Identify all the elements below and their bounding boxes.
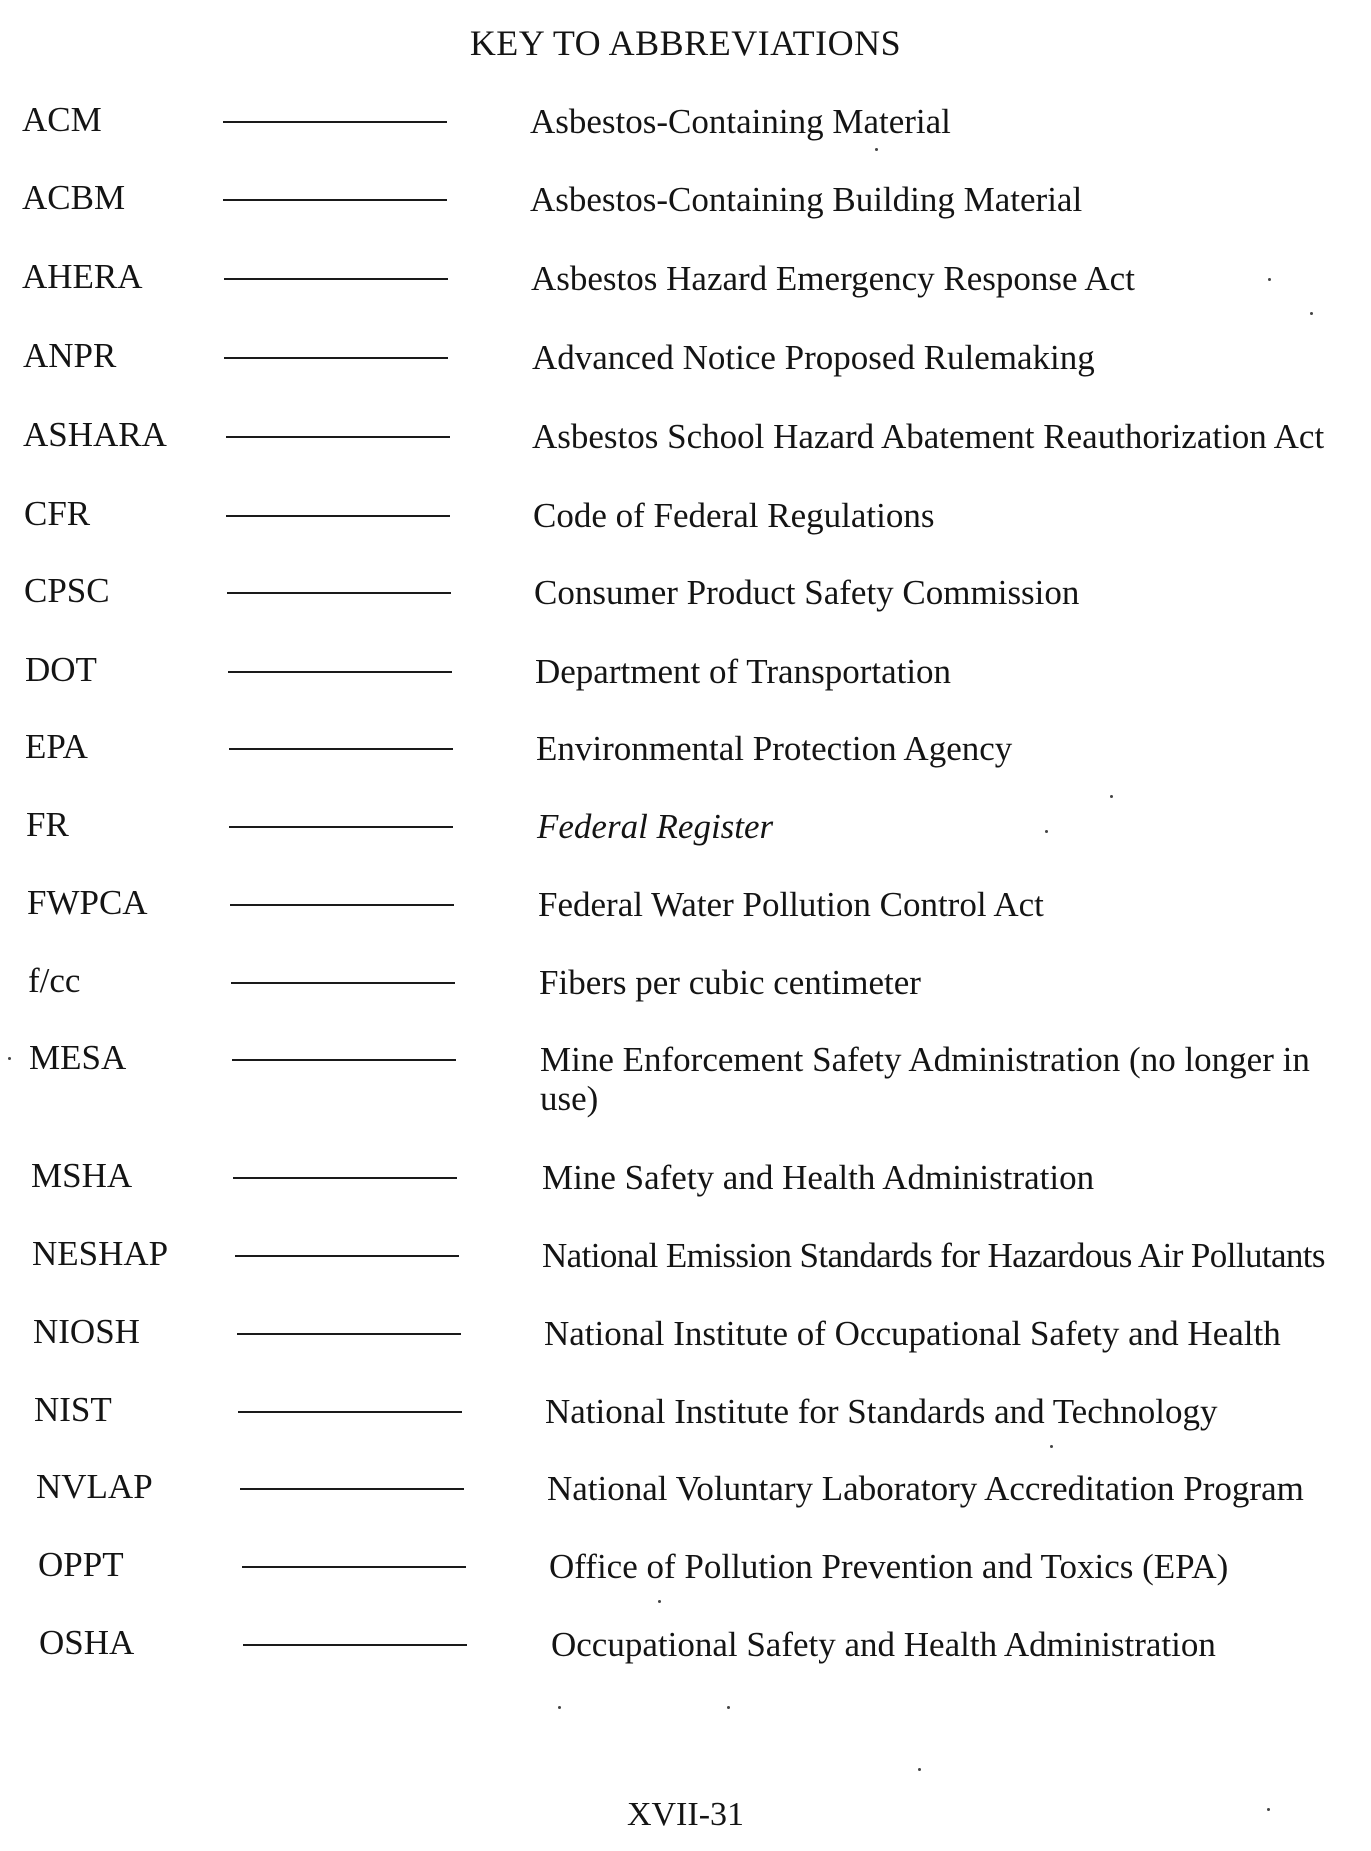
page-title: KEY TO ABBREVIATIONS xyxy=(469,23,902,63)
abbreviation-entry xyxy=(0,257,1371,317)
abbreviation: MESA xyxy=(29,1038,127,1077)
definition: Asbestos-Containing Material xyxy=(530,102,951,141)
definition: Asbestos Hazard Emergency Response Act xyxy=(531,259,1135,298)
abbreviation: NIST xyxy=(34,1390,112,1429)
abbreviation-entry xyxy=(0,1234,1371,1294)
abbreviation-entry xyxy=(0,1623,1371,1683)
scan-speck xyxy=(727,1706,730,1709)
dash-divider xyxy=(243,1644,467,1646)
definition: Mine Safety and Health Administration xyxy=(542,1158,1095,1197)
abbreviation-entry xyxy=(0,1467,1371,1527)
scan-speck xyxy=(8,1057,11,1060)
abbreviation: ACBM xyxy=(22,178,126,217)
abbreviation: DOT xyxy=(25,650,97,689)
abbreviation-entry xyxy=(0,1545,1371,1605)
definition: Asbestos School Hazard Abatement Reauthorization Act xyxy=(532,417,1325,456)
definition: Code of Federal Regulations xyxy=(533,496,935,535)
dash-divider xyxy=(229,748,453,750)
scan-speck xyxy=(1110,795,1113,798)
definition: Mine Enforcement Safety Administration (no longer in use) xyxy=(540,1040,1310,1118)
abbreviation: CPSC xyxy=(24,571,110,610)
dash-divider xyxy=(224,357,448,359)
definition: National Emission Standards for Hazardous Air Pollutants xyxy=(542,1236,1325,1275)
scan-speck xyxy=(1050,1445,1053,1448)
abbreviation: ANPR xyxy=(23,336,117,375)
scan-speck xyxy=(1267,1808,1270,1811)
scan-speck xyxy=(918,1768,921,1771)
definition: Consumer Product Safety Commission xyxy=(534,573,1080,612)
abbreviation-entry xyxy=(0,178,1371,238)
abbreviation: NIOSH xyxy=(33,1312,140,1351)
abbreviation: OSHA xyxy=(39,1623,135,1662)
definition: Environmental Protection Agency xyxy=(536,729,1013,768)
scan-speck xyxy=(1045,830,1048,833)
definition: Department of Transportation xyxy=(535,652,952,691)
dash-divider xyxy=(231,982,455,984)
abbreviation-entry xyxy=(0,494,1371,554)
dash-divider xyxy=(224,278,448,280)
abbreviation: EPA xyxy=(25,727,88,766)
scan-speck xyxy=(558,1706,561,1709)
dash-divider xyxy=(242,1566,466,1568)
definition: Asbestos-Containing Building Material xyxy=(530,180,1083,219)
dash-divider xyxy=(227,592,451,594)
definition: Office of Pollution Prevention and Toxics (EPA) xyxy=(549,1547,1229,1586)
abbreviation: ACM xyxy=(22,100,102,139)
dash-divider xyxy=(238,1411,462,1413)
definition: Fibers per cubic centimeter xyxy=(539,963,921,1002)
definition: Federal Register xyxy=(537,807,774,846)
scan-speck xyxy=(1268,278,1271,281)
abbreviation: ASHARA xyxy=(23,415,167,454)
definition: National Institute for Standards and Technology xyxy=(545,1392,1218,1431)
dash-divider xyxy=(226,436,450,438)
dash-divider xyxy=(229,826,453,828)
definition: Advanced Notice Proposed Rulemaking xyxy=(532,338,1095,377)
abbreviation: OPPT xyxy=(38,1545,124,1584)
abbreviation-entry xyxy=(0,805,1371,865)
abbreviation: f/cc xyxy=(28,961,81,1000)
definition: Federal Water Pollution Control Act xyxy=(538,885,1044,924)
scan-speck xyxy=(1310,312,1313,315)
dash-divider xyxy=(223,199,447,201)
abbreviation: AHERA xyxy=(22,257,143,296)
abbreviation-entry xyxy=(0,727,1371,787)
abbreviation-entry xyxy=(0,415,1371,475)
abbreviation: MSHA xyxy=(31,1156,133,1195)
abbreviation: CFR xyxy=(24,494,91,533)
scan-speck xyxy=(658,1600,661,1603)
page-number: XVII-31 xyxy=(626,1796,745,1833)
dash-divider xyxy=(232,1059,456,1061)
abbreviation: FR xyxy=(26,805,69,844)
dash-divider xyxy=(237,1333,461,1335)
dash-divider xyxy=(226,515,450,517)
dash-divider xyxy=(228,671,452,673)
abbreviation-entry xyxy=(0,1312,1371,1372)
abbreviation-entry xyxy=(0,1156,1371,1216)
dash-divider xyxy=(240,1488,464,1490)
abbreviation-entry xyxy=(0,650,1371,710)
abbreviation-entry xyxy=(0,571,1371,631)
abbreviation: FWPCA xyxy=(27,883,148,922)
abbreviation-entry xyxy=(0,100,1371,160)
dash-divider xyxy=(235,1255,459,1257)
abbreviation: NVLAP xyxy=(36,1467,153,1506)
scan-speck xyxy=(875,148,878,151)
definition: Occupational Safety and Health Administration xyxy=(551,1625,1216,1664)
dash-divider xyxy=(230,904,454,906)
abbreviation-entry xyxy=(0,961,1371,1021)
definition: National Institute of Occupational Safety and Health xyxy=(544,1314,1281,1353)
dash-divider xyxy=(233,1177,457,1179)
abbreviation-entry xyxy=(0,336,1371,396)
abbreviation: NESHAP xyxy=(32,1234,169,1273)
definition: National Voluntary Laboratory Accreditation Program xyxy=(547,1469,1304,1508)
abbreviation-entry xyxy=(0,883,1371,943)
abbreviation-entry xyxy=(0,1390,1371,1450)
abbreviation-entry xyxy=(0,1038,1371,1138)
dash-divider xyxy=(223,121,447,123)
